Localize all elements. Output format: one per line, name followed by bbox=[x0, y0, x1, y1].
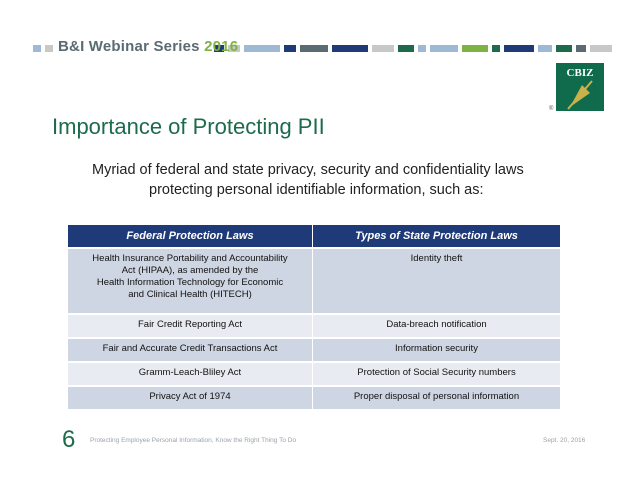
page-number: 6 bbox=[62, 426, 76, 453]
federal-law-cell: Health Insurance Portability and Accountability Act (HIPAA), as amended by the Health Information Technology for Economic and Clinical Health (HITECH) bbox=[68, 247, 313, 313]
logo-text: CBIZ bbox=[566, 67, 594, 79]
table-row bbox=[68, 337, 561, 361]
table-row bbox=[68, 385, 561, 409]
federal-law-cell: Privacy Act of 1974 bbox=[68, 385, 313, 409]
state-law-cell: Proper disposal of personal information bbox=[313, 385, 561, 409]
series-title bbox=[58, 38, 238, 55]
table-header-row bbox=[68, 225, 561, 247]
cbiz-logo bbox=[549, 63, 604, 112]
footer-date: Sept. 20, 2016 bbox=[543, 437, 586, 444]
series-year: 2016 bbox=[204, 38, 239, 55]
footer-text: Protecting Employee Personal Information, Know the Right Thing To Do bbox=[90, 437, 297, 444]
header-federal: Federal Protection Laws bbox=[68, 225, 313, 247]
intro-line-2: protecting personal identifiable information, such as: bbox=[149, 182, 484, 198]
intro-line-1: Myriad of federal and state privacy, security and confidentiality laws bbox=[92, 162, 524, 178]
federal-law-cell: Fair and Accurate Credit Transactions Act bbox=[68, 337, 313, 361]
series-name: B&I Webinar Series bbox=[58, 38, 200, 55]
table-row bbox=[68, 361, 561, 385]
federal-law-cell: Fair Credit Reporting Act bbox=[68, 313, 313, 337]
table-row bbox=[68, 313, 561, 337]
header-state: Types of State Protection Laws bbox=[313, 225, 561, 247]
state-law-cell: Data-breach notification bbox=[313, 313, 561, 337]
logo-swoosh-icon bbox=[556, 63, 604, 111]
state-law-cell: Information security bbox=[313, 337, 561, 361]
federal-law-cell: Gramm-Leach-Bliley Act bbox=[68, 361, 313, 385]
protection-laws-table bbox=[68, 225, 561, 409]
table-row bbox=[68, 247, 561, 313]
state-law-cell: Protection of Social Security numbers bbox=[313, 361, 561, 385]
intro-text bbox=[92, 160, 562, 200]
slide-title: Importance of Protecting PII bbox=[52, 114, 325, 139]
state-law-cell: Identity theft bbox=[313, 247, 561, 313]
registered-mark: ® bbox=[549, 106, 554, 112]
